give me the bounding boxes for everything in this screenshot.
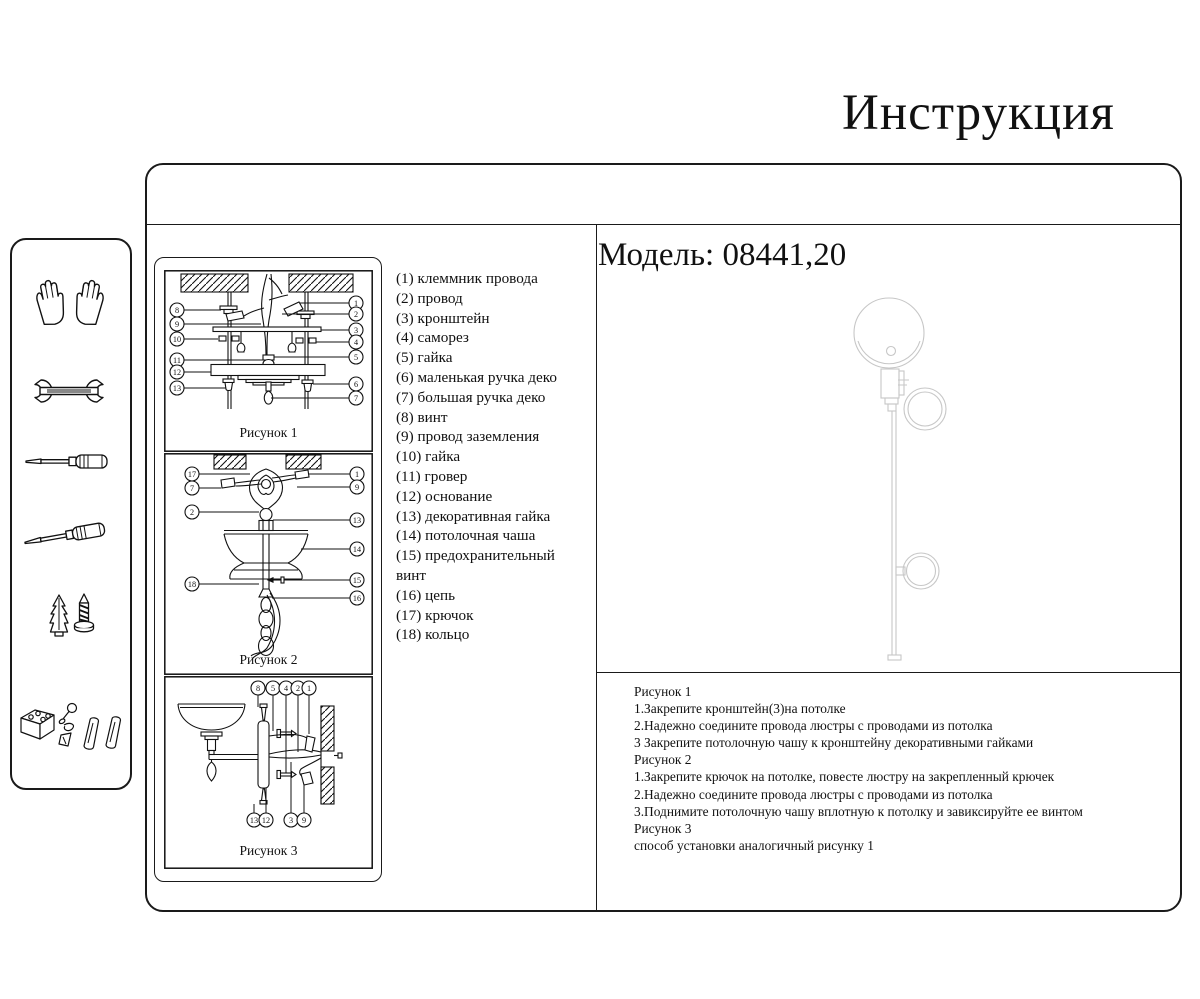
instruction-line: 2.Надежно соедините провода люстры с проводами из потолка (634, 786, 993, 802)
instruction-line: 1.Закрепите кронштейн(3)на потолке (634, 701, 846, 717)
instruction-line: 3.Поднимите потолочную чашу вплотную к потолку и завиксируйте ее винтом (634, 803, 1083, 819)
model-title: Модель: 08441,20 (598, 237, 847, 273)
part-item: (11) гровер (396, 467, 468, 485)
wrench-icon (25, 376, 113, 411)
svg-text:4: 4 (353, 338, 359, 347)
svg-text:4: 4 (283, 684, 289, 693)
instruction-line: способ установки аналогичный рисунку 1 (634, 837, 874, 853)
svg-text:8: 8 (174, 306, 180, 315)
svg-text:8: 8 (255, 684, 261, 693)
svg-text:18: 18 (187, 580, 197, 589)
installation-instructions (634, 683, 1174, 854)
instruction-line: Рисунок 2 (634, 752, 692, 768)
instruction-line: 2.Надежно соедините провода люстры с проводами из потолка (634, 718, 993, 734)
part-item: (10) гайка (396, 448, 461, 466)
svg-text:12: 12 (261, 816, 271, 825)
svg-text:1: 1 (306, 684, 312, 693)
svg-text:13: 13 (249, 816, 259, 825)
part-item: (14) потолочная чаша (396, 527, 536, 545)
svg-text:1: 1 (354, 470, 360, 479)
svg-text:3: 3 (353, 326, 359, 335)
svg-text:6: 6 (353, 380, 359, 389)
svg-text:2: 2 (189, 508, 195, 517)
svg-text:14: 14 (352, 545, 362, 554)
main-panel (145, 163, 1182, 912)
figure-3-diagram (164, 676, 373, 869)
vertical-divider (596, 224, 597, 910)
figure-1-caption: Рисунок 1 (239, 425, 298, 440)
part-item: (1) клеммник провода (396, 270, 538, 287)
svg-text:2: 2 (353, 310, 359, 319)
instruction-line: Рисунок 1 (634, 684, 692, 699)
svg-text:16: 16 (352, 594, 362, 603)
part-item: (7) большая ручка деко (396, 388, 546, 406)
figure-2-caption: Рисунок 2 (239, 652, 298, 667)
svg-text:13: 13 (352, 516, 362, 525)
gloves-icon (34, 268, 106, 339)
part-item: (4) саморез (396, 329, 469, 347)
figures-column (154, 257, 382, 882)
svg-text:10: 10 (172, 335, 182, 344)
instruction-line: Рисунок 3 (634, 820, 692, 836)
svg-text:9: 9 (301, 816, 307, 825)
svg-text:7: 7 (353, 394, 359, 403)
tools-sidebar (10, 238, 132, 790)
svg-text:13: 13 (172, 384, 182, 393)
figure-2-diagram (164, 453, 373, 675)
screwdriver-icon (22, 514, 116, 559)
svg-text:17: 17 (187, 470, 197, 479)
part-item: (9) провод заземления (396, 428, 540, 446)
parts-list (396, 269, 574, 645)
lamp-sketch (837, 281, 977, 673)
part-item: (13) декоративная гайка (396, 507, 551, 525)
figure-3-caption: Рисунок 3 (239, 843, 298, 858)
part-item: (12) основание (396, 487, 493, 505)
instruction-line: 1.Закрепите крючок на потолке, повесте люстру на закрепленный крючек (634, 769, 1055, 785)
part-item: (17) крючок (396, 606, 474, 624)
svg-text:5: 5 (270, 684, 276, 693)
part-item: (15) предохранительный винт (396, 547, 555, 584)
svg-text:1: 1 (353, 299, 359, 308)
svg-text:9: 9 (354, 483, 360, 492)
wall-anchor-and-screw-icon (44, 592, 102, 655)
svg-text:2: 2 (295, 684, 301, 693)
instruction-line: 3 Закрепите потолочную чашу к кронштейну декоративными гайками (634, 735, 1034, 751)
part-item: (6) маленькая ручка деко (396, 368, 557, 386)
part-item: (2) провод (396, 289, 463, 307)
part-item: (8) винт (396, 408, 448, 426)
flat-screwdriver-icon (24, 450, 114, 479)
figure-1-diagram (164, 270, 373, 452)
svg-text:15: 15 (352, 576, 362, 585)
svg-text:3: 3 (288, 816, 294, 825)
part-item: (5) гайка (396, 349, 453, 367)
header-band-divider (147, 224, 1180, 225)
svg-text:9: 9 (174, 320, 180, 329)
fasteners-set-icon (18, 700, 130, 757)
part-item: (3) кронштейн (396, 309, 490, 327)
svg-text:12: 12 (172, 368, 182, 377)
svg-text:11: 11 (173, 356, 181, 365)
part-item: (18) кольцо (396, 626, 470, 644)
svg-text:5: 5 (353, 353, 359, 362)
page-title: Инструкция (842, 85, 1115, 141)
part-item: (16) цепь (396, 586, 456, 604)
svg-text:7: 7 (189, 484, 195, 493)
